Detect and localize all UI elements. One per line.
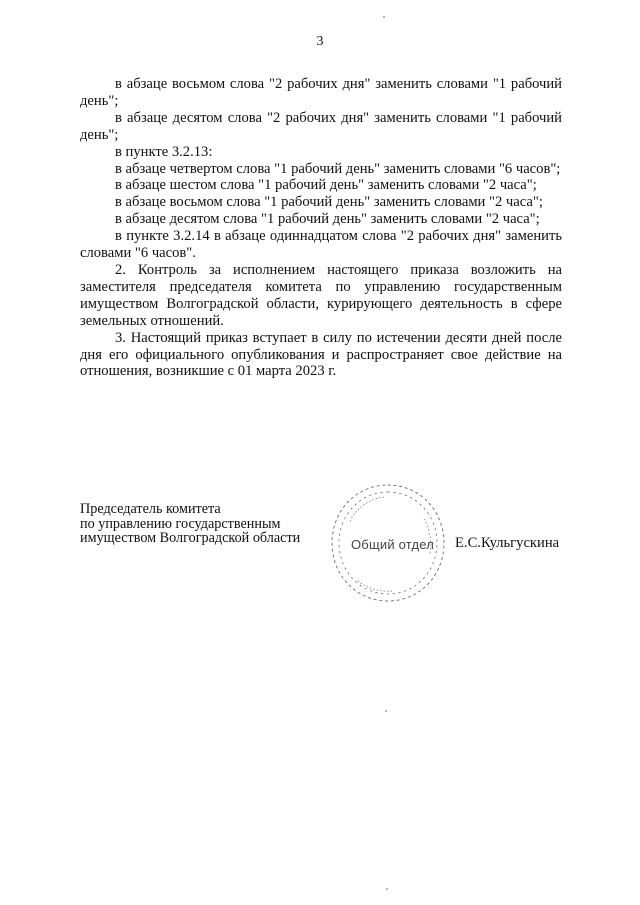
paragraph: в пункте 3.2.13: xyxy=(115,143,213,160)
paragraph: 3. Настоящий приказ вступает в силу по истечении десяти дней после дня его официального опубликования и распространяет свое действие на отношения, возникшие с 01 марта 2023 г. xyxy=(80,329,562,380)
signature-position-line: Председатель комитета xyxy=(80,501,221,517)
paragraph: в абзаце четвертом слова "1 рабочий день" заменить словами "6 часов"; xyxy=(115,160,561,177)
signature-position xyxy=(80,502,300,546)
scan-speck xyxy=(385,710,387,712)
paragraph: в абзаце шестом слова "1 рабочий день" заменить словами "2 часа"; xyxy=(115,177,537,194)
paragraph: 2. Контроль за исполнением настоящего приказа возложить на заместителя председателя комитета по управлению государственным имуществом Волгоградской области, курирующего деятельность в сфере земельных отношений. xyxy=(80,261,562,329)
signature-position-line: по управлению государственным xyxy=(80,515,281,532)
paragraph: в абзаце восьмом слова "1 рабочий день" заменить словами "2 часа"; xyxy=(115,194,543,211)
paragraph: в абзаце восьмом слова "2 рабочих дня" заменить словами "1 рабочий день"; xyxy=(80,76,562,109)
signature-position-line: имуществом Волгоградской области xyxy=(80,530,301,546)
scan-speck xyxy=(383,16,385,18)
document-body xyxy=(80,76,562,380)
paragraph: в абзаце десятом слова "1 рабочий день" заменить словами "2 часа"; xyxy=(115,211,540,228)
signer-name: Е.С.Кульгускина xyxy=(455,535,560,551)
stamp-text: Общий отдел xyxy=(351,537,435,552)
paragraph: в пункте 3.2.14 в абзаце одиннадцатом слова "2 рабочих дня" заменить словами "6 часов". xyxy=(80,228,562,262)
page-number: 3 xyxy=(316,34,324,49)
paragraph: в абзаце десятом слова "2 рабочих дня" заменить словами "1 рабочий день"; xyxy=(80,109,562,143)
scan-speck xyxy=(386,888,388,890)
